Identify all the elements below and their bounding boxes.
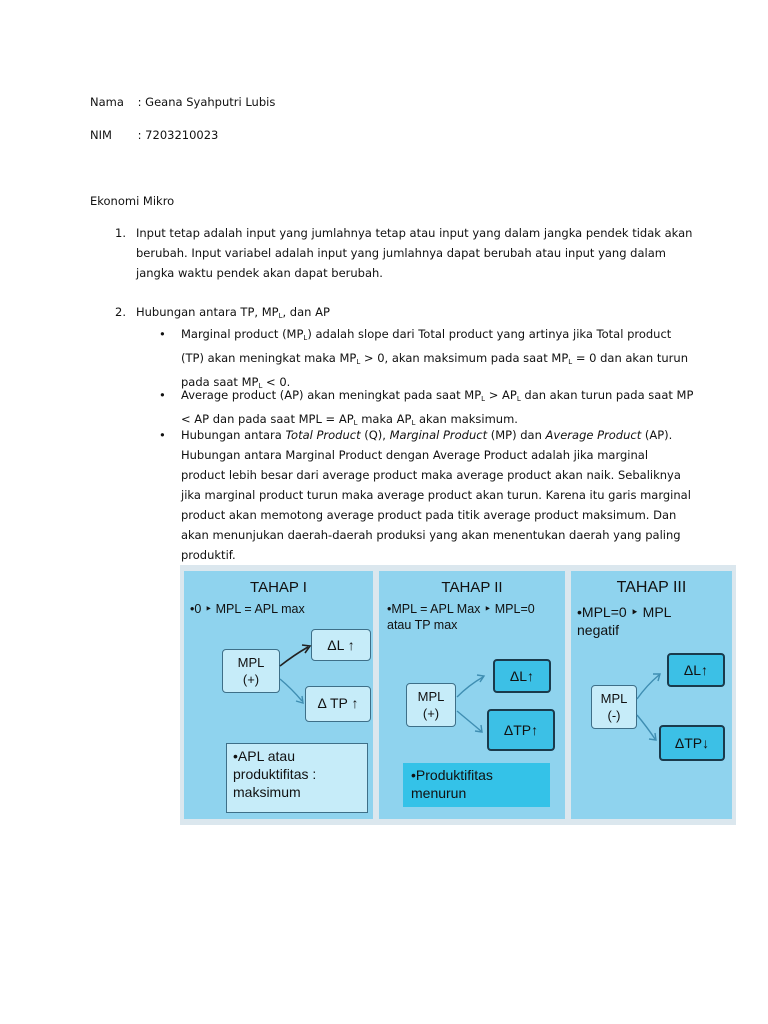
stage-1-panel	[184, 571, 373, 819]
b3-line-4: jika marginal product turun maka average product akan turun. Karena itu garis marginal	[181, 488, 691, 502]
stage-2-condition-line-2: atau TP max	[387, 618, 458, 632]
q2-title-text: Hubungan antara TP, MP	[136, 305, 279, 319]
stage-1-title: TAHAP I	[250, 579, 307, 596]
b2-line-2: < AP dan pada saat MPL = $AP_L$ maka $AP_L$ akan maksimum.	[181, 412, 518, 427]
b2-line-1: Average product (AP) akan meningkat pada saat $MP_L > AP_L$ dan akan turun pada saat MP	[181, 388, 694, 403]
stage-1-note-line-3: maksimum	[233, 784, 301, 800]
stage-3-delta-l-box: ΔL↑	[667, 653, 725, 687]
nim-value: : 7203210023	[137, 128, 219, 142]
subject-title: Ekonomi Mikro	[90, 194, 175, 208]
stage-3-title: TAHAP III	[616, 579, 687, 596]
stage-2-mpl-sign: (+)	[422, 706, 440, 721]
q1-line-1: Input tetap adalah input yang jumlahnya tetap atau input yang dalam jangka pendek tidak akan	[136, 226, 693, 240]
stage-3-condition-line-1: •MPL=0 ‣ MPL	[577, 604, 672, 620]
stage-3-mpl-label: MPL	[600, 691, 628, 706]
stage-2-delta-l-box: ΔL↑	[493, 659, 551, 693]
b3-line-7: produktif.	[181, 548, 236, 562]
stage-1-note-line-2: produktifitas :	[233, 766, 317, 782]
bullet-2-marker: •	[159, 388, 166, 402]
q2-title-text-end: , dan AP	[282, 305, 330, 319]
stage-2-note-line-2: menurun	[411, 785, 467, 801]
nim-label: NIM	[90, 128, 112, 142]
stage-2-note-line-1: •Produktifitas	[411, 767, 493, 783]
stage-1-mpl-label: MPL	[237, 655, 265, 670]
stage-2-title: TAHAP II	[441, 579, 503, 596]
stage-1-mpl-sign: (+)	[242, 672, 260, 687]
question-2-title	[136, 302, 330, 326]
name-label: Nama	[90, 95, 124, 109]
q1-line-3: jangka waktu pendek akan dapat berubah.	[136, 266, 383, 280]
stage-3-mpl-sign: (-)	[607, 708, 621, 723]
b1-line-1: Marginal product $(MP_L)$ adalah slope dari Total product yang artinya jika Total product	[181, 327, 672, 342]
b3-line-5: product akan memotong average product pada titik average product maksimum. Dan	[181, 508, 677, 522]
bullet-1-marker: •	[159, 327, 166, 341]
b3-line-3: product lebih besar dari average product maka average product akan naik. Sebaliknya	[181, 468, 681, 482]
question-1-answer	[136, 223, 692, 283]
stage-1-delta-l-box: ΔL ↑	[311, 629, 371, 661]
b1-line-3: pada saat $MP_L < 0$.	[181, 375, 291, 390]
b3-line-6: akan menunjukan daerah-daerah produksi yang akan menentukan daerah yang paling	[181, 528, 681, 542]
name-row	[90, 92, 275, 112]
stage-1-condition: •0 ‣ MPL = APL max	[190, 602, 305, 616]
b3-line-2: Hubungan antara Marginal Product dengan Average Product adalah jika marginal	[181, 448, 649, 462]
stage-2-note	[403, 763, 550, 807]
stage-2-condition-line-1: •MPL = APL Max ‣ MPL=0	[387, 602, 535, 616]
stage-2-mpl-label: MPL	[417, 689, 445, 704]
stage-1-note-line-1: •APL atau	[233, 748, 295, 764]
stage-3-panel	[571, 571, 732, 819]
b1-line-2: (TP) akan meningkat maka $MP_L > 0$, akan maksimum pada saat $MP_L = 0$ dan akan turun	[181, 351, 688, 366]
b3-line-1: Hubungan antara Total Product (Q), Marginal Product (MP) dan Average Product (AP).	[181, 428, 673, 442]
nim-row	[90, 125, 218, 145]
question-2-number: 2.	[115, 305, 126, 319]
bullet-3-text	[181, 425, 691, 565]
q1-line-2: berubah. Input variabel adalah input yang jumlahnya dapat berubah atau input yang dalam	[136, 246, 666, 260]
stage-1-note	[226, 743, 368, 813]
bullet-3-marker: •	[159, 428, 166, 442]
stage-2-delta-tp-box: ΔTP↑	[487, 709, 555, 751]
stage-3-arrows	[571, 571, 732, 819]
question-1-number: 1.	[115, 226, 126, 240]
q2-title-sub: L	[278, 312, 283, 320]
name-value: : Geana Syahputri Lubis	[137, 95, 276, 109]
stage-3-delta-tp-box: ΔTP↓	[659, 725, 725, 761]
stage-3-condition-line-2: negatif	[577, 622, 620, 638]
stage-2-panel	[379, 571, 565, 819]
production-stages-diagram	[180, 565, 736, 825]
stage-1-delta-tp-box: Δ TP ↑	[305, 686, 371, 722]
